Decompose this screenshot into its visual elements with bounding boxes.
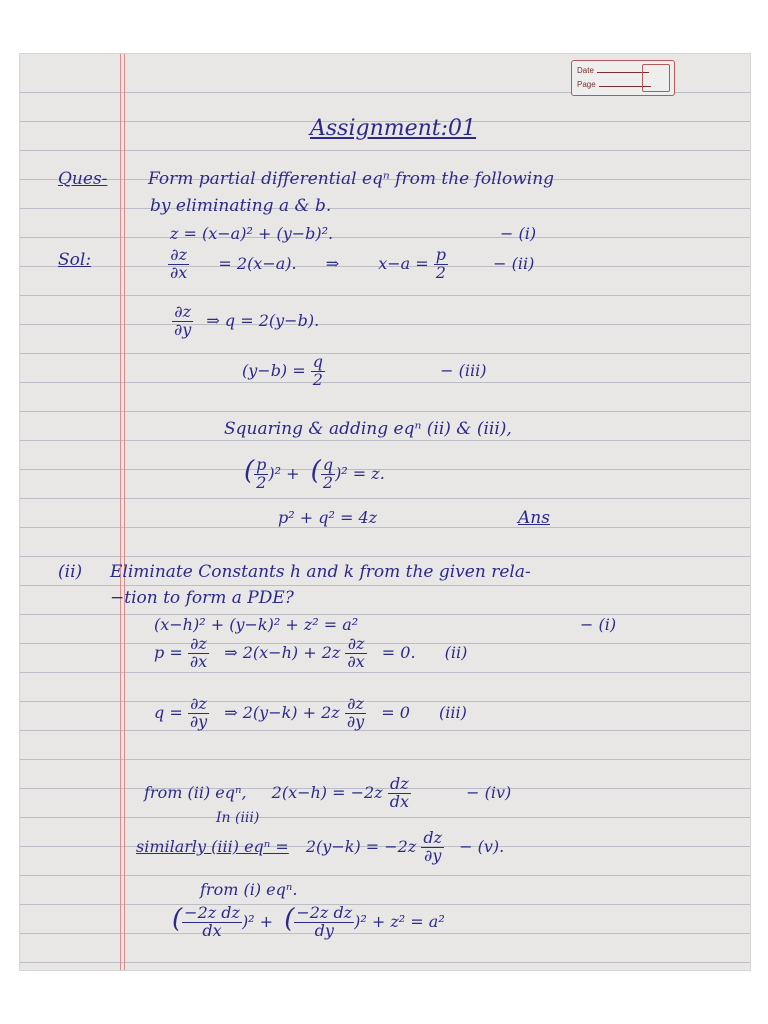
similarly-label: similarly (iii) eqⁿ = xyxy=(136,836,289,856)
q-lhs: q = xyxy=(154,702,183,722)
sol3-lhs: (y−b) = xyxy=(242,360,306,380)
date-page-box xyxy=(571,60,675,96)
margin-line-left xyxy=(120,54,121,970)
sq-p: p xyxy=(256,455,267,475)
last-a-num: −2z dz xyxy=(184,903,240,923)
last-end: )² + z² = a² xyxy=(354,912,445,931)
last-b-num: −2z dz xyxy=(296,903,353,923)
squaring-line: Squaring & adding eqⁿ (ii) & (iii), xyxy=(224,419,512,439)
from-ii-dx: dx xyxy=(389,791,409,811)
last-plus: )² + xyxy=(241,912,274,931)
part2-label: (ii) xyxy=(58,562,83,582)
sq-eq: )² = z. xyxy=(335,464,385,483)
sol3-q: q xyxy=(312,352,324,371)
p-dx2: ∂x xyxy=(347,651,365,671)
date-label: Date xyxy=(577,66,594,75)
from-ii-result: 2(x−h) = −2z xyxy=(271,782,383,802)
similarly-result: 2(y−k) = −2z xyxy=(305,836,417,856)
last-equation: ( $\frac{\text{−2z dz}}{dx}$ )² + ( $\frac{\text{−2z dz}}{dy}$ )² + z² = a² xyxy=(172,903,445,940)
similarly-dz: dz xyxy=(423,828,443,847)
final-equation: p² + q² = 4z xyxy=(278,508,378,527)
sol2-rhs: ⇒ q = 2(y−b). xyxy=(206,310,320,330)
similarly-dy: ∂y xyxy=(424,845,442,865)
sol-line-1 xyxy=(168,247,534,282)
solution-label: Sol: xyxy=(58,250,92,270)
part2-q-line xyxy=(154,696,467,731)
page-title: Assignment:01 xyxy=(310,116,477,141)
p-rhs1: ⇒ 2(x−h) + 2z xyxy=(224,642,341,662)
p-dx: ∂x xyxy=(189,651,208,671)
sol3-tag: − (iii) xyxy=(440,360,487,380)
sol2-dy: ∂y xyxy=(174,319,192,339)
sol3-two: 2 xyxy=(312,369,323,389)
q-dz: ∂z xyxy=(188,696,209,714)
sq-two-a: 2 xyxy=(256,473,267,492)
from-ii-tag: − (iv) xyxy=(466,782,512,802)
sq-q: q xyxy=(322,455,334,475)
sol1-rhs: = 2(x−a). xyxy=(218,253,297,273)
q-rhs1: ⇒ 2(y−k) + 2z xyxy=(224,702,340,722)
from-ii-line xyxy=(144,776,511,811)
sol1-result: x−a = xyxy=(378,253,429,273)
from-i-label: from (i) eqⁿ. xyxy=(200,880,298,899)
squared-eq: ( $\frac{p}{2}$ )² + ( $\frac{q}{2}$ )² = z. xyxy=(244,455,385,492)
question-label: Ques- xyxy=(58,169,108,189)
p-rhs2: = 0. xyxy=(381,642,416,662)
q-dy: ∂y xyxy=(189,711,208,731)
page-label: Page xyxy=(577,80,596,89)
sq-two-b: 2 xyxy=(322,473,334,492)
in-iii-note: In (iii) xyxy=(216,810,260,826)
sol1-p: p xyxy=(435,245,447,264)
sol1-dz: ∂z xyxy=(168,247,189,265)
notebook-page xyxy=(20,54,750,970)
similarly-tag: − (v). xyxy=(459,836,505,856)
p-lhs: p = xyxy=(154,642,183,662)
given-tag: − (i) xyxy=(500,224,537,243)
sol2-dz: ∂z xyxy=(172,304,193,322)
answer-mark: Ans xyxy=(518,508,550,528)
sol1-tag: − (ii) xyxy=(493,253,535,273)
last-a-den: dx xyxy=(202,921,222,940)
sol-line-2 xyxy=(172,304,319,339)
sol1-dx: ∂x xyxy=(170,262,188,282)
part2-eq1: (x−h)² + (y−k)² + z² = a² xyxy=(154,615,359,634)
q-tag: (iii) xyxy=(438,702,467,722)
q-dz2: ∂z xyxy=(345,696,366,714)
part2-line-2: −tion to form a PDE? xyxy=(110,588,294,608)
given-equation: z = (x−a)² + (y−b)². xyxy=(170,224,334,243)
p-tag: (ii) xyxy=(444,642,468,662)
q-dy2: ∂y xyxy=(346,711,365,731)
part2-eq1-tag: − (i) xyxy=(580,615,617,634)
sol1-arrow: ⇒ xyxy=(325,253,340,273)
margin-line-left-2 xyxy=(124,54,125,970)
question-line-1: Form partial differential eqⁿ from the following xyxy=(148,169,555,189)
from-ii-label: from (ii) eqⁿ, xyxy=(144,782,247,802)
part2-line-1: Eliminate Constants h and k from the given rela- xyxy=(110,562,531,582)
p-dz: ∂z xyxy=(188,636,209,654)
similarly-line xyxy=(136,830,504,865)
sol1-two: 2 xyxy=(435,262,446,282)
from-ii-dz: dz xyxy=(388,776,411,794)
stamp-box xyxy=(642,64,670,92)
part2-p-line xyxy=(154,636,467,671)
q-rhs2: = 0 xyxy=(381,702,410,722)
sq-plus: )² + xyxy=(268,464,300,483)
p-dz2: ∂z xyxy=(345,636,366,654)
last-b-den: dy xyxy=(314,921,334,940)
question-line-2: by eliminating a & b. xyxy=(150,196,332,216)
sol-line-3 xyxy=(242,354,486,389)
